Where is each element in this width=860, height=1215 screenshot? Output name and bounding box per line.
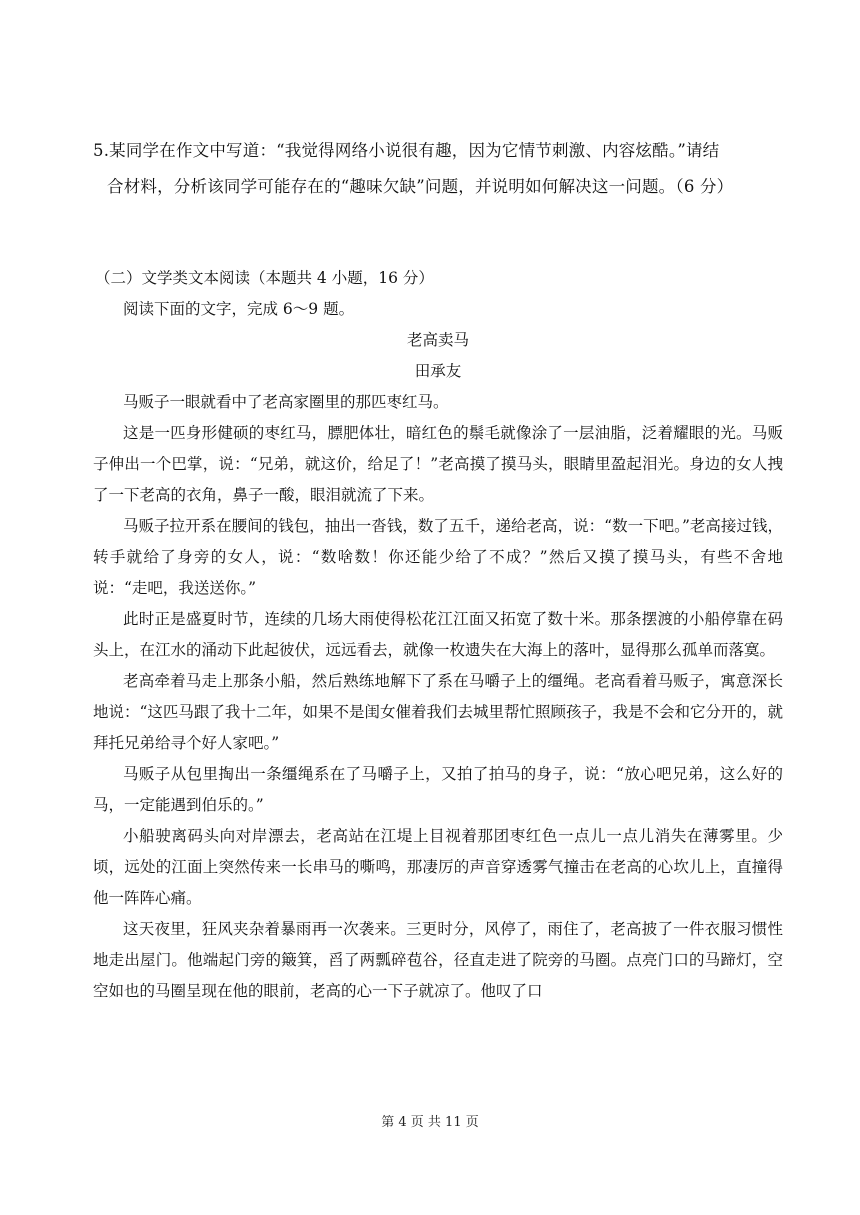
paragraph: 马贩子从包里掏出一条缰绳系在了马嚼子上，又拍了拍马的身子，说：“放心吧兄弟，这么好的马，一定能遇到伯乐的。” — [93, 765, 783, 814]
question-5-line-1: 5.某同学在作文中写道：“我觉得网络小说很有趣，因为它情节刺激、内容炫酷。”请结 — [93, 141, 720, 160]
article-author: 田承友 — [414, 362, 462, 380]
section-instruction: 阅读下面的文字，完成 6～9 题。 — [123, 300, 355, 318]
section-heading: （二）文学类文本阅读（本题共 4 小题，16 分） — [95, 269, 434, 287]
literary-reading-section — [93, 263, 783, 1007]
paragraph: 小船驶离码头向对岸漂去，老高站在江堤上目视着那团枣红色一点儿一点儿消失在薄雾里。少顷，远处的江面上突然传来一长串马的嘶鸣，那凄厉的声音穿透雾气撞击在老高的心坎儿上，直撞得他一阵阵心痛。 — [93, 827, 783, 907]
paragraph: 此时正是盛夏时节，连续的几场大雨使得松花江江面又拓宽了数十米。那条摆渡的小船停靠在码头上，在江水的涌动下此起彼伏，远远看去，就像一枚遗失在大海上的落叶，显得那么孤单而落寞。 — [93, 610, 783, 659]
paragraph: 老高牵着马走上那条小船，然后熟练地解下了系在马嚼子上的缰绳。老高看着马贩子，寓意深长地说：“这匹马跟了我十二年，如果不是闺女催着我们去城里帮忙照顾孩子，我是不会和它分开的，就拜托兄弟给寻个好人家吧。” — [93, 672, 783, 752]
article-title: 老高卖马 — [406, 331, 469, 349]
paragraph: 马贩子一眼就看中了老高家圈里的那匹枣红马。 — [123, 393, 449, 411]
paragraph: 这天夜里，狂风夹杂着暴雨再一次袭来。三更时分，风停了，雨住了，老高披了一件衣服习惯性地走出屋门。他端起门旁的簸箕，舀了两瓢碎苞谷，径直走进了院旁的马圈。点亮门口的马蹄灯，空空如也的马圈呈现在他的眼前，老高的心一下子就凉了。他叹了口 — [93, 920, 783, 1000]
page-footer: 第 4 页 共 11 页 — [381, 1115, 479, 1130]
question-5 — [93, 133, 783, 205]
paragraph: 这是一匹身形健硕的枣红马，膘肥体壮，暗红色的鬃毛就像涂了一层油脂，泛着耀眼的光。马贩子伸出一个巴掌，说：“兄弟，就这价，给足了！”老高摸了摸马头，眼睛里盈起泪光。身边的女人拽了一下老高的衣角，鼻子一酸，眼泪就流了下来。 — [93, 424, 783, 504]
paragraph: 马贩子拉开系在腰间的钱包，抽出一沓钱，数了五千，递给老高，说：“数一下吧。”老高接过钱，转手就给了身旁的女人，说：“数啥数！你还能少给了不成？”然后又摸了摸马头，有些不舍地说：“走吧，我送送你。” — [93, 517, 783, 597]
question-5-line-2: 合材料，分析该同学可能存在的“趣味欠缺”问题，并说明如何解决这一问题。（6 分） — [107, 177, 734, 196]
